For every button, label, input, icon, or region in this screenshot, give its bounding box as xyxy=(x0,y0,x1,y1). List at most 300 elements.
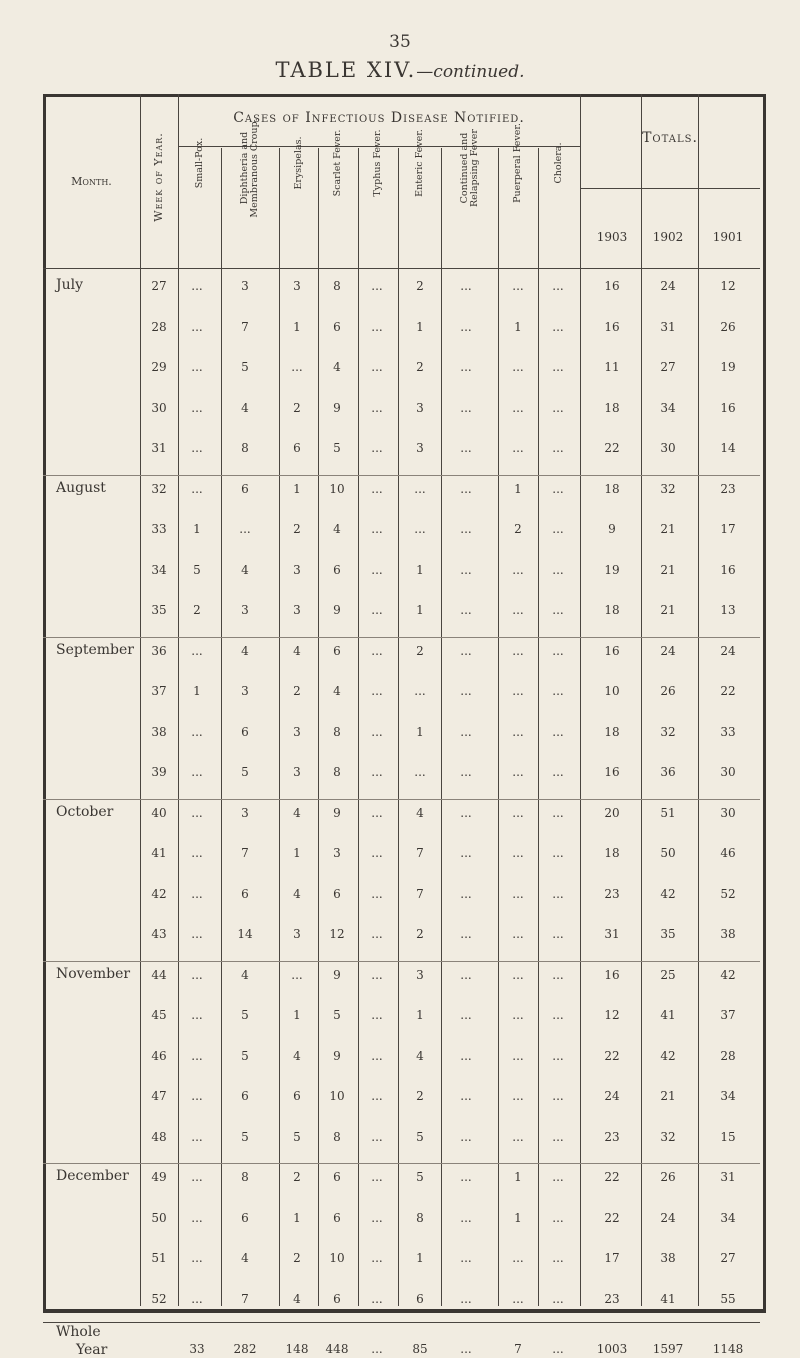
header-year: 1903 xyxy=(596,230,628,244)
table-cell: 6 xyxy=(293,1089,301,1103)
table-cell: ... xyxy=(460,724,472,739)
table-cell: 1 xyxy=(293,481,301,496)
table-cell: 16 xyxy=(604,319,620,334)
table-cell: 30 xyxy=(720,765,736,779)
total-cell: 448 xyxy=(325,1342,349,1356)
table-cell: 6 xyxy=(333,1291,341,1306)
table-cell: ... xyxy=(512,441,524,455)
table-cell: 2 xyxy=(293,400,301,415)
table-cell: ... xyxy=(414,684,426,698)
month-label: November xyxy=(56,965,131,982)
table-cell: ... xyxy=(512,1008,524,1022)
table-cell: ... xyxy=(371,360,383,374)
table-cell: ... xyxy=(552,522,564,536)
table-cell: ... xyxy=(191,279,203,293)
table-cell: 3 xyxy=(416,400,424,415)
table-cell: ... xyxy=(552,805,564,820)
column-divider xyxy=(221,148,222,1306)
table-cell: 6 xyxy=(241,1089,249,1103)
table-cell: 31 xyxy=(604,927,620,941)
table-cell: 2 xyxy=(293,522,301,536)
table-cell: 2 xyxy=(293,1251,301,1265)
table-cell: 3 xyxy=(241,805,249,820)
table-cell: ... xyxy=(371,603,383,617)
week-number: 45 xyxy=(151,1008,167,1022)
table-cell: 23 xyxy=(604,1129,620,1144)
table-cell: 13 xyxy=(720,603,736,617)
table-cell: ... xyxy=(371,400,383,415)
table-cell: 4 xyxy=(333,360,341,374)
table-cell: ... xyxy=(191,441,203,455)
table-cell: ... xyxy=(460,319,472,334)
table-cell: 30 xyxy=(660,441,676,455)
week-number: 27 xyxy=(151,279,167,293)
table-cell: ... xyxy=(552,1210,564,1225)
week-number: 51 xyxy=(151,1251,167,1265)
table-cell: ... xyxy=(552,927,564,941)
table-cell: 9 xyxy=(333,967,341,982)
header-disease: Small-Pox. xyxy=(193,137,205,189)
table-cell: 25 xyxy=(660,967,676,982)
week-number: 46 xyxy=(151,1048,167,1063)
table-cell: 26 xyxy=(720,319,736,334)
table-cell: 24 xyxy=(660,279,676,293)
table-cell: 4 xyxy=(241,643,249,658)
table-cell: 16 xyxy=(720,562,736,577)
table-cell: ... xyxy=(552,481,564,496)
table-cell: ... xyxy=(460,562,472,577)
table-cell: 3 xyxy=(293,279,301,293)
table-cell: ... xyxy=(371,1251,383,1265)
table-cell: 35 xyxy=(660,927,676,941)
header-bottom-line xyxy=(43,268,760,269)
table-cell: 6 xyxy=(333,1170,341,1184)
total-cell: 148 xyxy=(285,1342,309,1356)
table-cell: ... xyxy=(460,1210,472,1225)
table-title xyxy=(0,58,800,82)
table-cell: 3 xyxy=(293,927,301,941)
column-divider xyxy=(641,94,642,1306)
table-cell: 52 xyxy=(720,886,736,901)
table-cell: ... xyxy=(291,360,303,374)
table-cell: ... xyxy=(460,1008,472,1022)
table-cell: ... xyxy=(460,927,472,941)
table-cell: 4 xyxy=(293,1048,301,1063)
table-cell: 1 xyxy=(514,319,522,334)
table-cell: ... xyxy=(512,967,524,982)
table-cell: 4 xyxy=(241,400,249,415)
table-cell: ... xyxy=(512,1048,524,1063)
table-cell: ... xyxy=(239,522,251,536)
table-cell: 26 xyxy=(660,684,676,698)
table-cell: ... xyxy=(552,1170,564,1184)
table-cell: ... xyxy=(460,684,472,698)
month-label: December xyxy=(56,1168,129,1184)
week-number: 37 xyxy=(151,684,167,698)
table-cell: 5 xyxy=(416,1129,424,1144)
table-cell: 3 xyxy=(293,765,301,779)
table-cell: 8 xyxy=(241,1170,249,1184)
table-cell: 46 xyxy=(720,846,736,860)
table-cell: ... xyxy=(512,643,524,658)
table-cell: 20 xyxy=(604,805,620,820)
week-number: 50 xyxy=(151,1210,167,1225)
column-divider xyxy=(178,94,179,1306)
table-cell: ... xyxy=(460,1048,472,1063)
header-disease: Puerperal Fever. xyxy=(512,123,523,203)
table-cell: ... xyxy=(191,319,203,334)
table-cell: ... xyxy=(191,1008,203,1022)
header-month: Month. xyxy=(71,175,112,188)
table-cell: ... xyxy=(371,643,383,658)
month-label: July xyxy=(56,277,84,293)
table-cell: ... xyxy=(512,846,524,860)
table-cell: 2 xyxy=(514,522,522,536)
table-cell: ... xyxy=(371,684,383,698)
total-cell: 33 xyxy=(189,1342,205,1356)
table-cell: ... xyxy=(460,603,472,617)
week-number: 42 xyxy=(151,886,167,901)
table-cell: 23 xyxy=(604,1291,620,1306)
table-cell: 3 xyxy=(416,967,424,982)
column-divider xyxy=(580,94,581,1306)
week-number: 43 xyxy=(151,927,167,941)
table-cell: 4 xyxy=(333,522,341,536)
table-cell: ... xyxy=(552,846,564,860)
table-cell: ... xyxy=(371,441,383,455)
week-number: 40 xyxy=(151,805,167,820)
table-cell: 7 xyxy=(416,846,424,860)
whole-year-divider xyxy=(43,1322,760,1323)
table-cell: 24 xyxy=(604,1089,620,1103)
table-cell: ... xyxy=(512,360,524,374)
month-group-divider xyxy=(43,1163,760,1164)
table-cell: 4 xyxy=(416,805,424,820)
table-cell: ... xyxy=(191,927,203,941)
table-cell: ... xyxy=(552,603,564,617)
header-disease: Scarlet Fever. xyxy=(332,129,343,197)
whole-year-label-1: Whole xyxy=(56,1324,101,1340)
table-title-suffix: —continued. xyxy=(416,62,525,82)
month-group-divider xyxy=(43,475,760,476)
table-cell: 21 xyxy=(660,562,676,577)
table-cell: 9 xyxy=(333,1048,341,1063)
table-cell: 9 xyxy=(333,805,341,820)
table-cell: 5 xyxy=(241,1048,249,1063)
week-number: 34 xyxy=(151,562,167,577)
table-cell: 24 xyxy=(660,643,676,658)
header-year: 1901 xyxy=(712,230,744,244)
table-cell: ... xyxy=(371,279,383,293)
table-cell: 17 xyxy=(604,1251,620,1265)
table-cell: 21 xyxy=(660,522,676,536)
table-cell: 34 xyxy=(660,400,676,415)
table-cell: ... xyxy=(191,724,203,739)
table-cell: ... xyxy=(414,765,426,779)
table-cell: ... xyxy=(460,522,472,536)
table-cell: 1 xyxy=(193,522,201,536)
table-cell: ... xyxy=(552,279,564,293)
table-cell: 10 xyxy=(329,481,345,496)
table-cell: 55 xyxy=(720,1291,736,1306)
table-cell: 32 xyxy=(660,724,676,739)
header-disease: Diphtheria and Membranous Croup. xyxy=(239,118,260,218)
table-cell: ... xyxy=(512,765,524,779)
table-cell: ... xyxy=(552,319,564,334)
table-cell: 1 xyxy=(293,846,301,860)
table-cell: ... xyxy=(191,360,203,374)
table-cell: 5 xyxy=(416,1170,424,1184)
table-cell: ... xyxy=(460,846,472,860)
table-cell: 12 xyxy=(720,279,736,293)
table-cell: ... xyxy=(371,886,383,901)
table-cell: 23 xyxy=(720,481,736,496)
table-cell: ... xyxy=(191,1129,203,1144)
table-cell: 24 xyxy=(720,643,736,658)
table-cell: 3 xyxy=(241,279,249,293)
table-cell: 6 xyxy=(241,724,249,739)
table-cell: 4 xyxy=(416,1048,424,1063)
table-cell: ... xyxy=(460,279,472,293)
table-cell: ... xyxy=(191,1251,203,1265)
table-cell: 16 xyxy=(604,967,620,982)
table-cell: ... xyxy=(460,1129,472,1144)
table-cell: 11 xyxy=(604,360,620,374)
table-cell: ... xyxy=(414,481,426,496)
header-week: Week of Year. xyxy=(152,132,165,222)
table-cell: 5 xyxy=(333,441,341,455)
table-cell: 14 xyxy=(237,927,253,941)
whole-year-label-2: Year xyxy=(76,1342,108,1358)
table-cell: 32 xyxy=(660,1129,676,1144)
table-cell: 2 xyxy=(416,279,424,293)
table-cell: 6 xyxy=(333,643,341,658)
table-cell: 18 xyxy=(604,724,620,739)
table-cell: ... xyxy=(552,441,564,455)
table-cell: ... xyxy=(512,603,524,617)
table-cell: 36 xyxy=(660,765,676,779)
table-cell: ... xyxy=(460,1170,472,1184)
week-number: 49 xyxy=(151,1170,167,1184)
table-cell: 16 xyxy=(604,765,620,779)
month-label: September xyxy=(56,641,134,658)
table-cell: 19 xyxy=(604,562,620,577)
header-disease: Cholera. xyxy=(553,142,564,184)
table-cell: ... xyxy=(371,1291,383,1306)
table-cell: 8 xyxy=(416,1210,424,1225)
table-cell: 22 xyxy=(604,1048,620,1063)
table-cell: 2 xyxy=(416,360,424,374)
total-cell: 1003 xyxy=(596,1342,628,1356)
table-cell: 8 xyxy=(333,724,341,739)
table-cell: ... xyxy=(552,1129,564,1144)
table-cell: 27 xyxy=(720,1251,736,1265)
table-cell: 4 xyxy=(241,1251,249,1265)
table-cell: 9 xyxy=(608,522,616,536)
table-cell: 8 xyxy=(333,279,341,293)
table-cell: 4 xyxy=(333,684,341,698)
table-cell: ... xyxy=(512,1089,524,1103)
table-cell: ... xyxy=(371,1129,383,1144)
table-cell: 1 xyxy=(416,724,424,739)
table-cell: 16 xyxy=(720,400,736,415)
table-cell: 5 xyxy=(293,1129,301,1144)
table-cell: 2 xyxy=(293,1170,301,1184)
table-cell: 14 xyxy=(720,441,736,455)
table-cell: 3 xyxy=(241,603,249,617)
header-cases-group: Cases of Infectious Disease Notified. xyxy=(233,110,525,126)
header-disease: Typhus Fever. xyxy=(372,129,383,197)
week-number: 36 xyxy=(151,643,167,658)
table-cell: 1 xyxy=(514,481,522,496)
table-cell: ... xyxy=(460,360,472,374)
table-cell: ... xyxy=(552,643,564,658)
table-cell: ... xyxy=(371,522,383,536)
table-cell: ... xyxy=(371,562,383,577)
table-cell: 21 xyxy=(660,603,676,617)
table-cell: ... xyxy=(191,1048,203,1063)
table-cell: 10 xyxy=(329,1089,345,1103)
table-cell: 1 xyxy=(416,319,424,334)
table-cell: 37 xyxy=(720,1008,736,1022)
table-cell: ... xyxy=(191,967,203,982)
table-cell: 6 xyxy=(241,886,249,901)
table-cell: ... xyxy=(371,765,383,779)
table-cell: 51 xyxy=(660,805,676,820)
table-cell: 30 xyxy=(720,805,736,820)
table-cell: ... xyxy=(512,1251,524,1265)
table-cell: ... xyxy=(371,481,383,496)
table-cell: ... xyxy=(191,846,203,860)
total-cell: 1597 xyxy=(652,1342,684,1356)
week-number: 44 xyxy=(151,967,167,982)
table-cell: 27 xyxy=(660,360,676,374)
table-cell: 6 xyxy=(333,319,341,334)
week-number: 38 xyxy=(151,724,167,739)
table-cell: ... xyxy=(291,967,303,982)
column-divider xyxy=(140,94,141,1306)
table-cell: ... xyxy=(460,1251,472,1265)
table-cell: 2 xyxy=(416,1089,424,1103)
table-cell: ... xyxy=(460,1291,472,1306)
table-cell: 5 xyxy=(333,1008,341,1022)
table-cell: 1 xyxy=(416,1008,424,1022)
total-cell: ... xyxy=(371,1342,383,1356)
table-cell: ... xyxy=(552,967,564,982)
table-cell: 26 xyxy=(660,1170,676,1184)
table-cell: 5 xyxy=(241,1129,249,1144)
header-disease: Continued and Relapsing Fever xyxy=(458,129,480,207)
total-cell: 1148 xyxy=(712,1342,744,1356)
table-cell: 5 xyxy=(241,765,249,779)
table-cell: 41 xyxy=(660,1291,676,1306)
table-cell: 42 xyxy=(660,1048,676,1063)
month-group-divider xyxy=(43,637,760,638)
table-cell: 50 xyxy=(660,846,676,860)
table-cell: 22 xyxy=(604,1170,620,1184)
table-cell: 9 xyxy=(333,603,341,617)
total-cell: 282 xyxy=(233,1342,257,1356)
table-cell: 7 xyxy=(241,319,249,334)
table-cell: 1 xyxy=(293,1210,301,1225)
table-cell: 38 xyxy=(660,1251,676,1265)
table-cell: 1 xyxy=(514,1170,522,1184)
table-cell: ... xyxy=(371,1170,383,1184)
week-number: 52 xyxy=(151,1291,167,1306)
table-cell: ... xyxy=(460,400,472,415)
table-cell: 6 xyxy=(293,441,301,455)
month-group-divider xyxy=(43,961,760,962)
table-cell: 1 xyxy=(416,1251,424,1265)
table-cell: 6 xyxy=(333,562,341,577)
table-cell: 1 xyxy=(514,1210,522,1225)
month-label: August xyxy=(56,479,106,496)
table-cell: ... xyxy=(460,1089,472,1103)
table-cell: ... xyxy=(191,1089,203,1103)
table-cell: 6 xyxy=(416,1291,424,1306)
table-cell: 38 xyxy=(720,927,736,941)
table-cell: 17 xyxy=(720,522,736,536)
table-cell: ... xyxy=(191,1291,203,1306)
table-cell: ... xyxy=(371,967,383,982)
table-cell: 3 xyxy=(293,724,301,739)
table-cell: ... xyxy=(371,724,383,739)
table-cell: 4 xyxy=(293,1291,301,1306)
table-cell: ... xyxy=(512,562,524,577)
month-label: October xyxy=(56,803,114,820)
table-cell: ... xyxy=(460,481,472,496)
table-cell: 6 xyxy=(241,481,249,496)
table-cell: 16 xyxy=(604,643,620,658)
table-cell: 22 xyxy=(604,441,620,455)
week-number: 29 xyxy=(151,360,167,374)
table-cell: 31 xyxy=(660,319,676,334)
table-cell: 24 xyxy=(660,1210,676,1225)
table-cell: 2 xyxy=(193,603,201,617)
table-cell: ... xyxy=(460,967,472,982)
table-cell: 1 xyxy=(416,603,424,617)
table-cell: 3 xyxy=(333,846,341,860)
table-cell: 21 xyxy=(660,1089,676,1103)
page-number: 35 xyxy=(389,32,411,52)
table-cell: 23 xyxy=(604,886,620,901)
table-cell: 10 xyxy=(329,1251,345,1265)
table-cell: 5 xyxy=(241,1008,249,1022)
table-cell: ... xyxy=(552,724,564,739)
week-number: 33 xyxy=(151,522,167,536)
table-cell: ... xyxy=(552,562,564,577)
table-cell: ... xyxy=(552,400,564,415)
table-cell: ... xyxy=(371,319,383,334)
table-cell: ... xyxy=(512,1291,524,1306)
table-cell: 3 xyxy=(416,441,424,455)
table-cell: ... xyxy=(191,805,203,820)
total-cell: 85 xyxy=(412,1342,428,1356)
total-cell: 7 xyxy=(514,1342,522,1356)
table-cell: 7 xyxy=(241,846,249,860)
table-cell: ... xyxy=(512,1129,524,1144)
table-cell: 8 xyxy=(241,441,249,455)
table-cell: 4 xyxy=(293,643,301,658)
table-cell: ... xyxy=(552,1291,564,1306)
table-cell: ... xyxy=(414,522,426,536)
column-divider xyxy=(698,94,699,1306)
table-cell: 1 xyxy=(193,684,201,698)
week-number: 39 xyxy=(151,765,167,779)
table-cell: ... xyxy=(371,1048,383,1063)
table-cell: 18 xyxy=(604,400,620,415)
table-cell: 12 xyxy=(329,927,345,941)
